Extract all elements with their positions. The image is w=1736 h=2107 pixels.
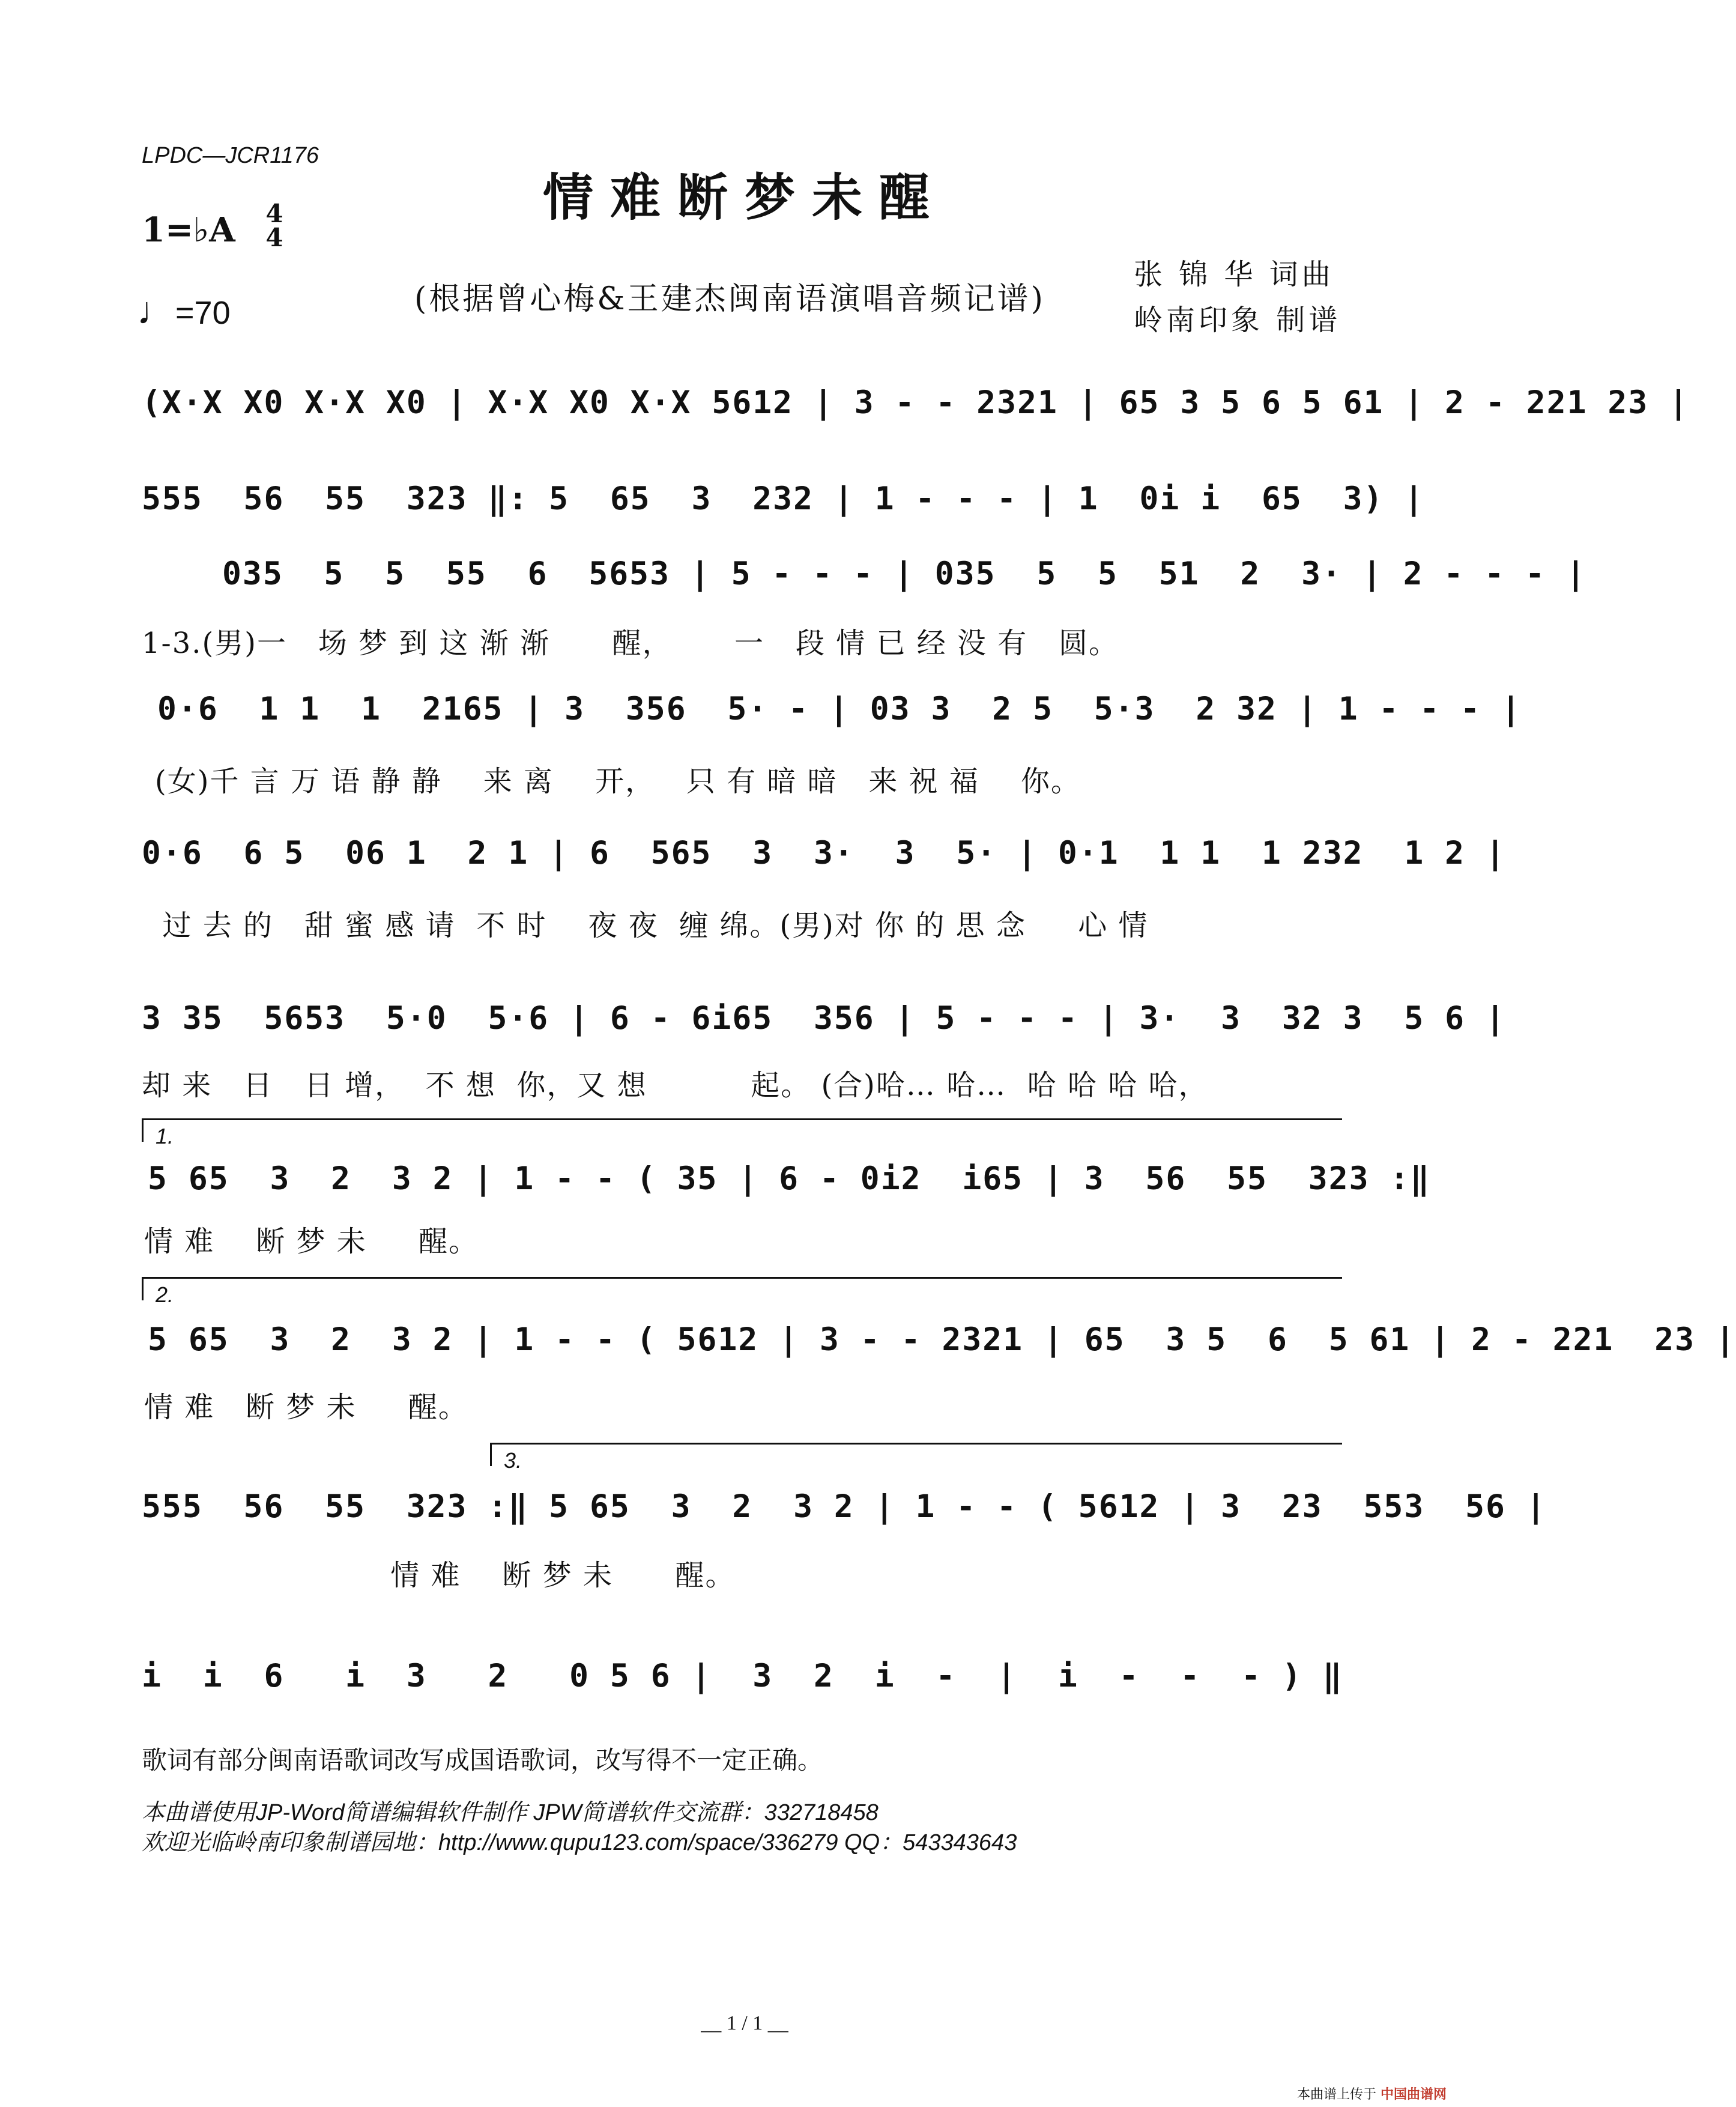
lyric-line-7: 情 难 断 梦 未 醒。 [144,1225,479,1258]
song-title: 情难断梦未醒 [542,168,946,227]
lyric-line-6: 却 来 日 日 增， 不 想 你，又 想 起。 (合)哈… 哈… 哈 哈 哈 哈， [142,1069,1209,1102]
lyrics-note: 歌词有部分闽南语歌词改写成国语歌词，改写得不一定正确。 [142,1746,823,1774]
lyric-line-8: 情 难 断 梦 未 醒。 [144,1390,468,1424]
staff-line-6: 3 35 5653 5·0 5·6 | 6 - 6i65 356 | 5 - - - | 3· 3 32 3 5 6 | [142,1000,1506,1037]
subtitle: (根据曾心梅&王建杰闽南语演唱音频记谱) [414,281,1045,317]
first-ending-bracket [142,1118,1342,1148]
first-ending-label: 1. [156,1124,174,1148]
staff-line-1: (X·X X0 X·X X0 | X·X X0 X·X 5612 | 3 - - 2321 | 65 3 5 6 5 61 | 2 - 221 23 | [142,384,1690,421]
time-top: 4 [265,199,283,228]
lyric-line-4: (女)千 言 万 语 静 静 来 离 开， 只 有 暗 暗 来 祝 福 你。 [155,765,1081,798]
staff-line-3: 035 5 5 55 6 5653 | 5 - - - | 035 5 5 51 2 3· | 2 - - - | [222,556,1586,592]
website-note: 欢迎光临岭南印象制谱园地：http://www.qupu123.com/space/336279 QQ：543343643 [142,1830,1017,1855]
page-number: __ 1 / 1 __ [701,2012,788,2034]
score-code: LPDC—JCR1176 [142,143,319,168]
key-signature: 1=♭A [142,210,235,250]
staff-line-9: 555 56 55 323 :‖ 5 65 3 2 3 2 | 1 - - ( 5612 | 3 23 553 56 | [142,1488,1547,1525]
staff-line-4: 0·6 1 1 1 2165 | 3 356 5· - | 03 3 2 5 5·3 2 32 | 1 - - - | [157,691,1522,727]
software-note: 本曲谱使用JP-Word简谱编辑软件制作 JPW简谱软件交流群：332718458 [142,1800,879,1825]
quarter-note-icon: ♩ [137,289,175,332]
lyric-line-9: 情 难 断 梦 未 醒。 [142,1559,736,1592]
tempo-marking [137,288,231,333]
upload-text: 本曲谱上传于 [1297,2087,1377,2102]
upload-watermark [1297,2084,1447,2103]
time-bottom: 4 [265,223,283,252]
arranger-credit: 岭南印象 制谱 [1134,303,1341,337]
second-ending-label: 2. [156,1282,174,1307]
lyricist-credit: 张 锦 华 词曲 [1134,258,1334,291]
tempo-value: =70 [175,295,231,331]
staff-line-2: 555 56 55 323 ‖: 5 65 3 232 | 1 - - - | 1 0i i 65 3) | [142,481,1425,517]
staff-line-7: 5 65 3 2 3 2 | 1 - - ( 35 | 6 - 0i2 i65 | 3 56 55 323 :‖ [148,1160,1431,1197]
third-ending-bracket [490,1443,1342,1473]
staff-line-5: 0·6 6 5 06 1 2 1 | 6 565 3 3· 3 5· | 0·1 1 1 1 232 1 2 | [142,835,1506,872]
time-signature [259,199,289,252]
staff-line-8: 5 65 3 2 3 2 | 1 - - ( 5612 | 3 - - 2321 | 65 3 5 6 5 61 | 2 - 221 23 | [148,1321,1736,1358]
site-logo-text: 中国曲谱网 [1381,2087,1447,2102]
second-ending-bracket [142,1277,1342,1307]
lyric-line-3: 1-3.(男)一 场 梦 到 这 渐 渐 醒， 一 段 情 已 经 没 有 圆。 [142,626,1119,660]
lyric-line-5: 过 去 的 甜 蜜 感 请 不 时 夜 夜 缠 绵。(男)对 你 的 思 念 心 情 [142,909,1149,942]
third-ending-label: 3. [504,1448,522,1473]
staff-line-10: i i 6 i 3 2 0 5 6 | 3 2 i - | i - - - ) ‖ [142,1658,1343,1694]
